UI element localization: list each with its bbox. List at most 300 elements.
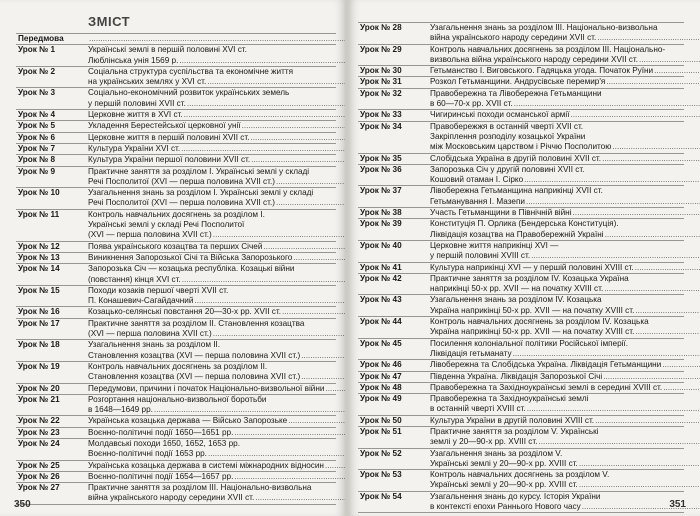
lesson-label: Урок № 23 (18, 427, 60, 437)
topic-text: Речі Посполитої (XVI — перша половина XVII ст.) (88, 198, 275, 208)
topic-text: (XVI — перша половина XVII ст.) (88, 230, 212, 240)
toc-entry (16, 264, 336, 286)
topic-text: Церковне життя в першій половині XVII ст. (88, 132, 250, 142)
lesson-label: Урок № 26 (18, 471, 60, 481)
topic-line (430, 427, 700, 437)
leader-dots (595, 416, 700, 426)
lesson-label: Урок № 31 (360, 77, 402, 87)
leader-dots (513, 349, 700, 359)
topic-line (88, 286, 346, 296)
topic-line (430, 317, 700, 327)
lesson-label: Урок № 54 (360, 491, 402, 501)
lesson-topic (428, 449, 700, 470)
toc-entry (358, 122, 684, 154)
topic-line (430, 110, 700, 120)
lesson-topic (86, 167, 346, 188)
lesson-label: Урок № 15 (18, 285, 60, 295)
toc-entry (358, 360, 684, 371)
lesson-label: Урок № 51 (360, 426, 402, 436)
lesson-topic (428, 470, 700, 491)
topic-text: Конституція П. Орлика (Бендерська Конституція). (430, 219, 619, 229)
topic-line (88, 242, 346, 252)
lesson-label: Урок № 4 (18, 110, 56, 120)
topic-text: Культура наприкінці XVI — у першій половині XVIII ст. (430, 262, 634, 272)
topic-text: в 60—70-х рр. XVII ст. (430, 99, 513, 109)
topic-line (88, 307, 346, 317)
topic-text: Ліквідація гетьманату (430, 348, 512, 358)
lesson-topic (86, 210, 346, 241)
lesson-topic (86, 88, 346, 109)
topic-text: Чигиринські походи османської армії (430, 110, 570, 120)
leader-dots (181, 144, 346, 154)
topic-text: Речі Посполитої (XVI — перша половина XVII ст.) (88, 176, 275, 186)
leader-dots (242, 121, 346, 131)
leader-dots (635, 263, 700, 273)
lesson-topic (86, 253, 346, 263)
topic-text: Правобережжя в останній чверті XVII ст. (430, 121, 584, 131)
toc-entry (16, 340, 336, 362)
topic-text: Воєнно-політичні події 1653 рр. (88, 449, 207, 459)
lesson-label: Урок № 20 (18, 383, 60, 393)
topic-line (88, 428, 346, 438)
lesson-label: Урок № 5 (18, 121, 56, 131)
lesson-topic (86, 264, 346, 285)
leader-dots (276, 177, 346, 187)
topic-line (430, 360, 700, 370)
leader-dots (213, 329, 346, 339)
lesson-label: Урок № 13 (18, 252, 60, 262)
leader-dots (571, 110, 700, 120)
toc-entry (358, 66, 684, 77)
topic-text: Люблінська унія 1569 р. (88, 55, 179, 65)
topic-line (430, 416, 700, 426)
toc-entry (16, 88, 336, 110)
topic-text: Закріплення розподілу козацької України (430, 131, 586, 141)
lesson-topic (86, 242, 346, 252)
lesson-topic (428, 66, 700, 76)
topic-text: Українська козацька держава в системі міжнародних відносин (88, 460, 324, 470)
toc-entry (358, 317, 684, 339)
lesson-label: Урок № 39 (360, 219, 402, 229)
topic-text: Ліквідація козацтва на Правобережній Україні (430, 229, 604, 239)
topic-line (430, 186, 700, 196)
topic-line (88, 34, 346, 44)
leader-dots (531, 251, 700, 261)
topic-line (430, 23, 700, 33)
toc-entry (16, 242, 336, 253)
topic-text: Лівобережна Гетьманщина наприкінці XVII ст. (430, 186, 603, 196)
topic-line (430, 99, 700, 109)
toc-left (16, 8, 336, 505)
toc-entry (16, 395, 336, 417)
topic-text: Правобережна та Західноукраїнські землі (430, 394, 589, 404)
topic-text: Церковне життя наприкінці XVI — (430, 240, 559, 250)
topic-line (430, 459, 700, 469)
lesson-topic (86, 340, 346, 361)
leader-dots (250, 133, 346, 143)
leader-dots (538, 437, 700, 447)
lesson-topic (86, 133, 346, 143)
topic-line (430, 122, 700, 132)
leader-dots (524, 175, 700, 185)
toc-entry (358, 449, 684, 471)
lesson-label: Передмова (18, 34, 64, 43)
toc-entry (358, 154, 684, 165)
leader-dots (579, 459, 700, 469)
topic-text: (XVI — перша половина XVII ст.) (88, 329, 212, 339)
leader-dots (187, 99, 346, 109)
leader-dots (597, 33, 700, 43)
lesson-topic (428, 383, 700, 393)
lesson-label: Урок № 7 (18, 143, 56, 153)
lesson-topic (428, 165, 700, 186)
topic-line (88, 253, 346, 263)
toc-entry (16, 439, 336, 461)
topic-text: Воєнно-політичні події 1654—1657 рр. (88, 471, 234, 481)
lesson-label: Урок № 47 (360, 371, 402, 381)
topic-text: Українські землі у 20—90-х рр. XVIII ст. (430, 480, 578, 490)
leader-dots (654, 66, 700, 76)
topic-line (88, 384, 346, 394)
topic-line (430, 449, 700, 459)
topic-text: визвольна війна українського народу середини XVII ст. (430, 54, 638, 64)
lesson-label: Урок № 10 (18, 188, 60, 198)
topic-line (88, 296, 346, 306)
lesson-topic (86, 395, 346, 416)
lesson-label: Урок № 28 (360, 23, 402, 32)
topic-line (430, 230, 700, 240)
leader-dots (282, 307, 346, 317)
topic-line (88, 167, 346, 177)
leader-dots (325, 384, 346, 394)
lesson-label: Урок № 30 (360, 66, 402, 76)
topic-text: Практичне заняття за розділом II. Становлення козацтва (88, 318, 305, 328)
toc-entry (358, 241, 684, 263)
toc-entry (358, 274, 684, 296)
toc-right (358, 22, 684, 513)
lesson-topic (428, 45, 700, 66)
page-right (348, 0, 700, 516)
topic-line (88, 67, 346, 77)
lesson-topic (86, 428, 346, 438)
topic-text: Контроль навчальних досягнень за розділом IV. Козацька (430, 317, 649, 327)
toc-entry (16, 461, 336, 472)
topic-text: Контроль навчальних досягнень за розділом І. (88, 209, 265, 219)
leader-dots (234, 472, 346, 482)
toc-entry (16, 33, 336, 45)
leader-dots (89, 34, 346, 44)
topic-line (88, 56, 346, 66)
topic-text: Розгортання національно-визвольної боротьби (88, 394, 267, 404)
lesson-topic (86, 286, 346, 307)
topic-text: між Московським царством і Річчю Посполитою (430, 142, 612, 152)
leader-dots (213, 230, 346, 240)
topic-line (88, 340, 346, 350)
topic-text: Узагальнення знань за розділом II. (88, 340, 221, 350)
topic-line (88, 405, 346, 415)
lesson-topic (86, 483, 346, 504)
lesson-topic (428, 241, 700, 262)
toc-entry (358, 383, 684, 394)
topic-line (430, 480, 700, 490)
leader-dots (293, 253, 346, 263)
topic-text: Практичне заняття за розділом III. Національно-визвольна (88, 483, 312, 493)
toc-entry (358, 22, 684, 45)
topic-text: Українська козацька держава — Військо Запорозьке (88, 416, 288, 426)
topic-line (430, 55, 700, 65)
topic-text: Участь Гетьманщини в Північній війні (430, 208, 572, 218)
topic-text: Лівобережна та Слобідська Україна. Ліквідація Гетьманщини (430, 360, 662, 370)
leader-dots (276, 198, 346, 208)
toc-entry (16, 133, 336, 144)
topic-text: Посилення колоніальної політики Російської імперії. (430, 338, 629, 348)
lesson-label: Урок № 32 (360, 88, 402, 98)
topic-text: війна українського народу середини XVII ст. (88, 493, 255, 503)
topic-text: Гетьманство І. Виговського. Гадяцька угода. Початок Руїни (430, 66, 654, 76)
lesson-topic (86, 362, 346, 383)
topic-text: Правобережна та Західноукраїнські землі в середині XVIII ст. (430, 382, 663, 392)
topic-text: Соціальна структура суспільства та економічне життя (88, 66, 294, 76)
toc-entry (16, 319, 336, 341)
lesson-label: Урок № 18 (18, 340, 60, 350)
topic-line (430, 89, 700, 99)
lesson-topic (428, 360, 700, 370)
topic-text: землі у 20—90-х рр. XVIII ст. (430, 437, 538, 447)
topic-line (430, 197, 700, 207)
topic-line (88, 395, 346, 405)
lesson-label: Урок № 6 (18, 132, 56, 142)
topic-text: Правобережна та Лівобережна Гетьманщини (430, 88, 602, 98)
topic-text: Церковне життя в XVI ст. (88, 110, 183, 120)
topic-text: П. Конашевич-Сагайдачний (88, 296, 194, 306)
topic-line (430, 219, 700, 229)
topic-text: Практичне заняття за розділом IV. Козацька Україна (430, 273, 629, 283)
topic-line (88, 372, 346, 382)
lesson-label: Урок № 34 (360, 121, 402, 131)
topic-line (430, 154, 700, 164)
lesson-label: Урок № 16 (18, 307, 60, 317)
lesson-label: Урок № 48 (360, 382, 402, 392)
topic-text: (повстання) кінця XVI ст. (88, 274, 181, 284)
toc-entry (16, 416, 336, 427)
topic-text: Походи козаків першої чверті XVII ст. (88, 285, 229, 295)
topic-line (430, 175, 700, 185)
toc-entry (16, 286, 336, 308)
topic-text: Культура України першої половини XVII ст. (88, 155, 251, 165)
topic-line (88, 275, 346, 285)
lesson-topic (428, 427, 700, 448)
lesson-topic (86, 121, 346, 131)
lesson-label: Урок № 12 (18, 241, 60, 251)
topic-line (88, 144, 346, 154)
lesson-topic (86, 384, 346, 394)
lesson-topic (428, 295, 700, 316)
topic-line (430, 383, 700, 393)
leader-dots (603, 372, 700, 382)
topic-text: Передумови, причини і початок Національно-визвольної війни (88, 383, 325, 393)
topic-text: Запорозька Січ — козацька республіка. Козацькі війни (88, 264, 295, 274)
topic-line (88, 188, 346, 198)
lesson-label: Урок № 21 (18, 394, 60, 404)
topic-text: Українські землі у складі Речі Посполитої (88, 220, 245, 230)
lesson-topic (428, 186, 700, 207)
topic-text: у першій половині XVII ст. (88, 98, 186, 108)
leader-dots (154, 405, 346, 415)
lesson-topic (428, 274, 700, 295)
lesson-label: Урок № 27 (18, 483, 60, 493)
topic-text: Узагальнення знань за розділом V. (430, 448, 563, 458)
toc-entry (16, 67, 336, 89)
topic-line (430, 404, 700, 414)
topic-text: Практичне заняття за розділом І. Українські землі у складі (88, 166, 310, 176)
topic-text: Практичне заняття за розділом V. Українські (430, 426, 599, 436)
topic-text: у першій половині XVIII ст. (430, 251, 531, 261)
topic-text: Україна наприкінці 50-х рр. XVII — на початку XVIII ст. (430, 305, 635, 315)
topic-text: Запорозька Січ у другій половині XVII ст. (430, 164, 585, 174)
toc-entry (358, 165, 684, 187)
page-number-left: 350 (14, 499, 31, 510)
lesson-label: Урок № 25 (18, 460, 60, 470)
lesson-topic (86, 110, 346, 120)
page-number-right: 351 (669, 499, 686, 510)
topic-text: Воєнно-політичні події 1650—1651 рр. (88, 427, 234, 437)
leader-dots (579, 480, 700, 490)
lesson-label: Урок № 35 (360, 153, 402, 163)
lesson-label: Урок № 2 (18, 66, 56, 76)
lesson-label: Урок № 46 (360, 360, 402, 370)
toc-entry (16, 210, 336, 242)
leader-dots (301, 351, 346, 361)
leader-dots (573, 208, 700, 218)
toc-entry (16, 307, 336, 318)
topic-line (88, 155, 346, 165)
toc-entry (16, 110, 336, 121)
topic-line (430, 33, 700, 43)
lesson-label: Урок № 19 (18, 361, 60, 371)
lesson-label: Урок № 42 (360, 273, 402, 283)
topic-text: Південна Україна. Ліквідація Запорозької Січі (430, 371, 603, 381)
topic-text: Козацько-селянські повстання 20—30-х рр. XVII ст. (88, 307, 281, 317)
leader-dots (662, 360, 700, 370)
lesson-label: Урок № 3 (18, 88, 56, 98)
topic-line (88, 121, 346, 131)
toc-entry (358, 77, 684, 88)
topic-line (430, 437, 700, 447)
lesson-topic (428, 77, 700, 87)
topic-line (430, 142, 700, 152)
topic-text: Контроль навчальних досягнень за розділом III. Національно- (430, 44, 666, 54)
lesson-topic (428, 263, 700, 273)
toc-entry (358, 45, 684, 67)
topic-text: Розкол Гетьманщини. Андрусівське перемир'я (430, 77, 606, 87)
leader-dots (526, 197, 700, 207)
lesson-label: Урок № 43 (360, 295, 402, 305)
lesson-label: Урок № 44 (360, 317, 402, 327)
topic-line (88, 416, 346, 426)
toc-entry (358, 416, 684, 427)
leader-dots (251, 155, 346, 165)
topic-line (430, 251, 700, 261)
topic-line (430, 284, 700, 294)
topic-line (430, 295, 700, 305)
topic-line (88, 461, 346, 471)
topic-line (430, 339, 700, 349)
lesson-label: Урок № 1 (18, 45, 56, 55)
topic-text: Узагальнення знань за розділом IV. Козацька (430, 295, 602, 305)
topic-line (88, 264, 346, 274)
lesson-topic (86, 45, 346, 66)
topic-line (88, 483, 346, 493)
topic-text: Молдавські походи 1650, 1652, 1653 рр. (88, 438, 240, 448)
lesson-topic (86, 307, 346, 317)
toc-entry (358, 219, 684, 241)
topic-text: Україна наприкінці 50-х рр. XVII — на початку XVIII ст. (430, 327, 635, 337)
topic-line (88, 362, 346, 372)
topic-line (430, 349, 700, 359)
topic-line (430, 77, 700, 87)
toc-entry (358, 89, 684, 111)
topic-line (88, 77, 346, 87)
toc-entry (358, 295, 684, 317)
toc-entry (358, 427, 684, 449)
lesson-topic (86, 67, 346, 88)
toc-entry (358, 492, 684, 514)
toc-entry (16, 253, 336, 264)
topic-line (88, 177, 346, 187)
lesson-topic (86, 144, 346, 154)
leader-dots (663, 383, 700, 393)
toc-entry (358, 186, 684, 208)
topic-text: Становлення козацтва (XVI — перша половина XVII ст.) (88, 372, 301, 382)
leader-dots (288, 416, 346, 426)
topic-line (88, 329, 346, 339)
lesson-label: Урок № 17 (18, 318, 60, 328)
topic-text: Укладення Берестейської церковної унії (88, 121, 241, 131)
topic-text: Узагальнення знань до курсу. Історія України (430, 491, 601, 501)
topic-text: Культура України в другій половині XVIII ст. (430, 415, 595, 425)
toc-entry (16, 362, 336, 384)
lesson-label: Урок № 8 (18, 155, 56, 165)
lesson-label: Урок № 53 (360, 470, 402, 480)
topic-text: Українські землі у 20—90-х рр. XVIII ст. (430, 458, 578, 468)
toc-entry (358, 470, 684, 492)
topic-line (88, 99, 346, 109)
leader-dots (605, 230, 700, 240)
topic-text: наприкінці 50-х рр. XVII — на початку XVIII ст. (430, 284, 604, 294)
topic-text: в 1648—1649 рр. (88, 405, 153, 415)
topic-line (88, 319, 346, 329)
lesson-topic (86, 472, 346, 482)
leader-dots (208, 449, 346, 459)
lesson-label: Урок № 9 (18, 166, 56, 176)
lesson-topic (428, 122, 700, 153)
leader-dots (255, 493, 346, 503)
lesson-label: Урок № 38 (360, 208, 402, 218)
toc-entry (16, 144, 336, 155)
leader-dots (194, 296, 346, 306)
toc-entry (358, 263, 684, 274)
topic-text: Українські землі в першій половині XVI ст. (88, 45, 247, 55)
topic-text: Узагальнення знань за розділом III. Національно-визвольна (430, 23, 658, 32)
lesson-label: Урок № 50 (360, 415, 402, 425)
toc-entry (16, 188, 336, 210)
topic-line (88, 439, 346, 449)
lesson-topic (86, 34, 346, 44)
leader-dots (527, 404, 700, 414)
topic-line (430, 274, 700, 284)
page-left (0, 0, 346, 516)
lesson-label: Урок № 37 (360, 186, 402, 196)
